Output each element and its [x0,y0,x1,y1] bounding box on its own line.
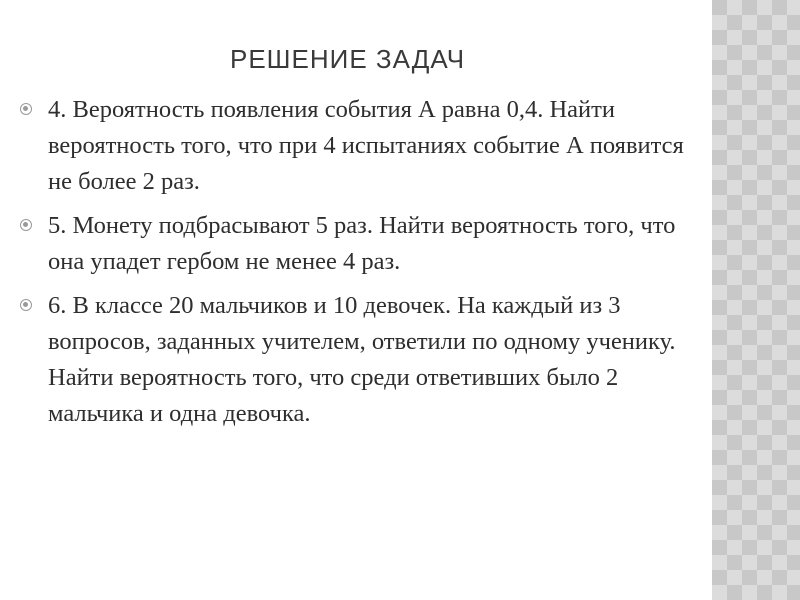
bullet-icon [20,299,32,311]
problem-item-6 [18,288,708,432]
slide-title: РЕШЕНИЕ ЗАДАЧ [230,44,466,74]
problem-item-4 [18,92,708,200]
bullet-icon [20,219,32,231]
bullet-icon [20,103,32,115]
problem-text: 5. Монету подбрасывают 5 раз. Найти вероятность того, что она упадет гербом не менее 4 раз. [48,212,676,275]
problem-item-5 [18,208,708,280]
decorative-side-pattern [712,0,800,600]
problem-list [18,92,708,440]
problem-text: 6. В классе 20 мальчиков и 10 девочек. На каждый из 3 вопросов, заданных учителем, ответили по одному ученику. Найти вероятность того, что среди ответивших было 2 мальчика и одна девочка. [48,292,676,427]
problem-text: 4. Вероятность появления события А равна 0,4. Найти вероятность того, что при 4 испытаниях событие А появится не более 2 раз. [48,96,684,195]
